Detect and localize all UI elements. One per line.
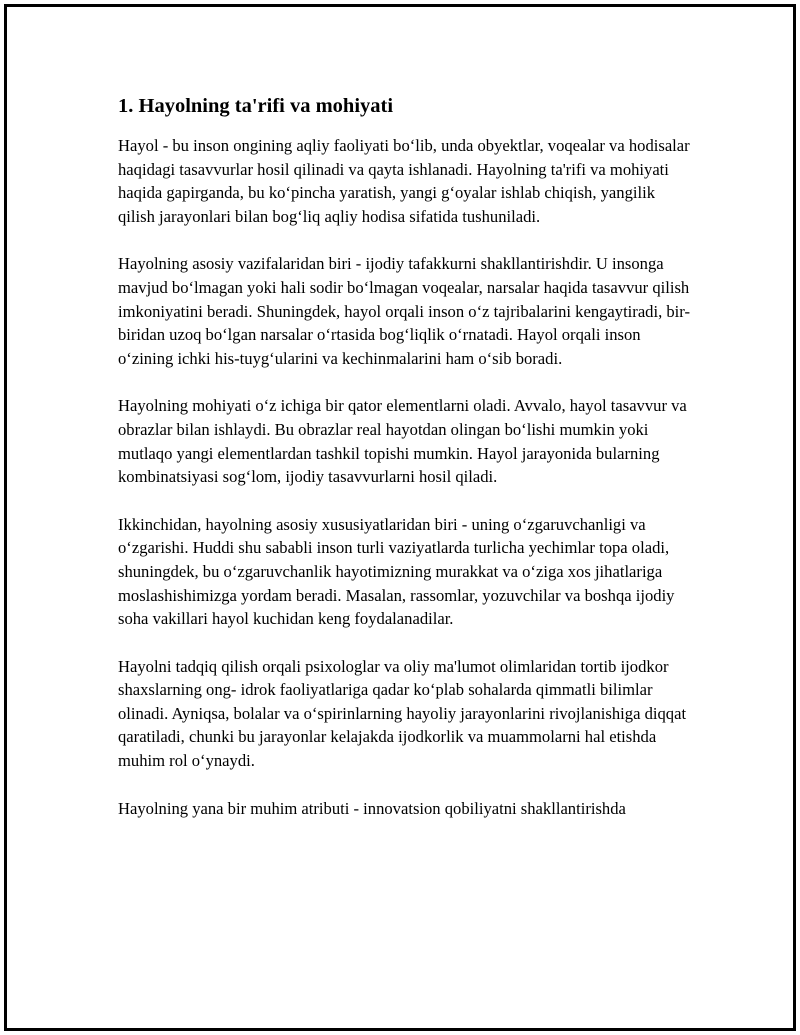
paragraph-3: Hayolning mohiyati o‘z ichiga bir qator elementlarni oladi. Avvalo, hayol tasavvur va obrazlar bilan ishlaydi. Bu obrazlar real hayotdan olingan bo‘lishi mumkin yoki mutlaqo yangi elementlardan tashkil topishi mumkin. Hayol jarayonida bularning kombinatsiyasi sog‘lom, ijodiy tasavvurlarni hosil qiladi. [118,396,687,487]
paragraph-5: Hayolni tadqiq qilish orqali psixologlar va oliy ma'lumot olimlaridan tortib ijodkor shaxslarning ong- idrok faoliyatlariga qadar ko‘plab sohalarda qimmatli bilimlar olinadi. Ayniqsa, bolalar va o‘spirinlarning hayoliy jarayonlarini rivojlanishiga diqqat qaratiladi, chunki bu jarayonlar kelajakda ijodkorlik va muammolarni hal etishda muhim rol o‘ynaydi. [118,656,687,771]
paragraph-1: Hayol - bu inson ongining aqliy faoliyati bo‘lib, unda obyektlar, voqealar va hodisalar haqidagi tasavvurlar hosil qilinadi va qayta ishlanadi. Hayolning ta'rifi va mohiyati haqida gapirganda, bu ko‘pincha yaratish, yangi g‘oyalar ishlab chiqish, yangilik qilish jarayonlari bilan bog‘liq aqliy hodisa sifatida tushuniladi. [118,136,690,226]
paragraph-4: Ikkinchidan, hayolning asosiy xususiyatlaridan biri - uning o‘zgaruvchanligi va o‘zgarishi. Huddi shu sababli inson turli vaziyatlarda turlicha yechimlar topa oladi, shuningdek, bu o‘zgaruvchanlik hayotimizning murakkat va o‘ziga xos jihatlariga moslashishimizga yordam beradi. Masalan, rassomlar, yozuvchilar va boshqa ijodiy soha vakillari hayol kuchidan keng foydalanadilar. [118,514,675,629]
document-body [118,92,690,844]
paragraph-6: Hayolning yana bir muhim atributi - innovatsion qobiliyatni shakllantirishda [118,798,626,818]
paragraph-2: Hayolning asosiy vazifalaridan biri - ijodiy tafakkurni shakllantirishdir. U insonga mavjud bo‘lmagan yoki hali sodir bo‘lmagan voqealar, narsalar haqida tasavvur qilish imkoniyatini beradi. Shuningdek, hayol orqali inson o‘z tajribalarini kengaytiradi, bir-biridan uzoq bo‘lgan narsalar o‘rtasida bog‘liqlik o‘rnatadi. Hayol orqali inson o‘zining ichki his-tuyg‘ularini va kechinmalarini ham o‘sib boradi. [118,254,691,368]
section-heading: 1. Hayolning ta'rifi va mohiyati [118,95,394,117]
